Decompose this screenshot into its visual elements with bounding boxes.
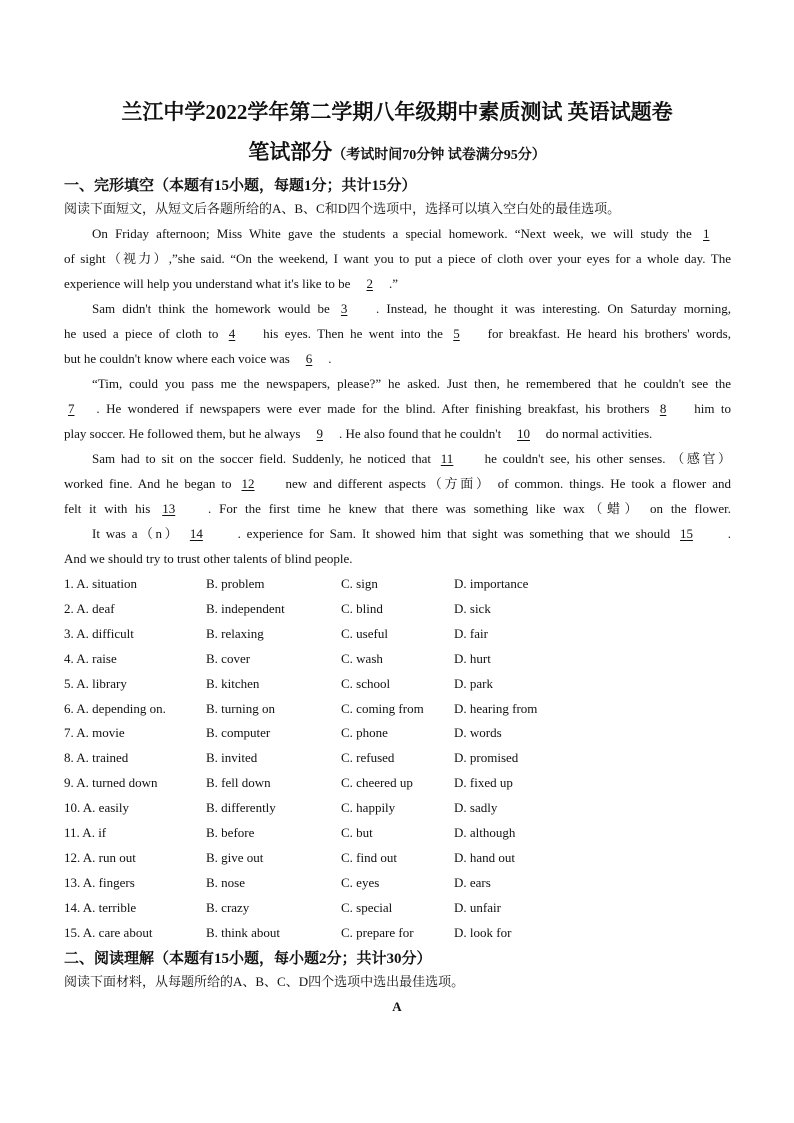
option-a: 11. A. if <box>64 825 107 840</box>
section2-instruction: 阅读下面材料，从每题所给的A、B、C、D四个选项中选出最佳选项。 <box>64 974 465 989</box>
passage-line <box>64 501 731 517</box>
passage-text: play soccer. He followed them, but he always <box>64 426 301 441</box>
option-b: B. nose <box>206 874 245 890</box>
option-c: C. wash <box>341 650 383 666</box>
option-a: 8. A. trained <box>64 750 129 766</box>
passage-text: It was a（n） <box>92 526 181 541</box>
option-row <box>64 626 731 642</box>
option-row <box>64 676 731 692</box>
option-b: B. differently <box>206 800 276 816</box>
option-d: D. hand out <box>454 849 516 865</box>
option-a: 10. A. easily <box>64 800 129 816</box>
passage-text: . Instead, he thought it was interesting. On Saturday morning, <box>376 301 732 316</box>
section2-heading: 二、阅读理解（本题有15小题，每小题2分；共计30分） <box>64 951 432 967</box>
option-b: B. invited <box>206 750 258 766</box>
subtitle-main: 笔试部分 <box>248 140 333 164</box>
section1-instruction: 阅读下面短文，从短文后各题所给的A、B、C和D四个选项中，选择可以填入空白处的最佳选项。 <box>64 201 621 216</box>
option-d: D. hearing from <box>454 700 538 716</box>
passage-text: Sam didn't think the homework would be <box>92 301 330 316</box>
cloze-blank-8: 8 <box>659 401 667 416</box>
option-a: 13. A. fingers <box>64 874 135 890</box>
option-a: 14. A. terrible <box>64 899 137 915</box>
passage-line <box>64 551 731 567</box>
passage-line <box>64 351 731 367</box>
passage-line <box>64 251 731 267</box>
option-d: D. sick <box>454 600 491 616</box>
option-c: C. phone <box>341 725 388 741</box>
option-c: C. cheered up <box>341 775 413 791</box>
cloze-blank-13: 13 <box>162 501 176 516</box>
option-d: D. sadly <box>454 800 498 816</box>
passage-text: but he couldn't know where each voice was <box>64 351 290 366</box>
passage-line <box>64 476 731 492</box>
option-b: B. crazy <box>206 899 250 915</box>
option-d: D. although <box>454 825 516 840</box>
cloze-blank-10: 10 <box>517 426 530 441</box>
option-a: 3. A. difficult <box>64 625 134 641</box>
option-c: C. but <box>341 825 373 840</box>
passage-line <box>92 376 731 392</box>
passage-text: . experience for Sam. It showed him that sight was something that we should <box>237 526 671 541</box>
passage-line <box>64 276 731 292</box>
passage-text: he used a piece of cloth to <box>64 326 219 341</box>
passage-line <box>92 301 731 317</box>
option-c: C. eyes <box>341 874 380 890</box>
passage-text: . He wondered if newspapers were ever made for the blind. After finishing breakfast, his brothers <box>96 401 650 416</box>
cloze-blank-5: 5 <box>453 326 460 341</box>
option-c: C. blind <box>341 600 383 616</box>
cloze-blank-1: 1 <box>703 226 710 241</box>
passage-text: he couldn't see, his other senses. （感官） <box>484 451 732 466</box>
option-b: B. give out <box>206 849 264 865</box>
cloze-blank-4: 4 <box>228 326 236 341</box>
cloze-blank-12: 12 <box>241 476 255 491</box>
passage-text: Sam had to sit on the soccer field. Suddenly, he noticed that <box>92 451 431 466</box>
option-c: C. happily <box>341 800 396 816</box>
cloze-blank-7: 7 <box>68 401 75 416</box>
passage-text: felt it with his <box>64 501 151 516</box>
option-d: D. fixed up <box>454 775 513 791</box>
option-row <box>64 601 731 617</box>
option-a: 6. A. depending on. <box>64 700 166 716</box>
option-b: B. relaxing <box>206 625 264 641</box>
option-b: B. computer <box>206 725 271 741</box>
option-a: 1. A. situation <box>64 576 137 591</box>
option-c: C. coming from <box>341 700 424 716</box>
option-d: D. fair <box>454 625 488 641</box>
option-d: D. look for <box>454 924 512 940</box>
option-c: C. find out <box>341 849 397 865</box>
passage-text: . He also found that he couldn't <box>338 426 502 441</box>
option-c: C. refused <box>341 750 395 766</box>
option-b: B. cover <box>206 650 251 666</box>
passage-text: .” <box>388 276 398 291</box>
passage-text: . For the first time he knew that there was something like wax（蜡） on the flower. <box>208 501 731 516</box>
cloze-blank-15: 15 <box>679 526 693 541</box>
cloze-blank-3: 3 <box>340 301 348 316</box>
option-row <box>64 701 731 717</box>
option-a: 9. A. turned down <box>64 775 158 791</box>
passage-text: On Friday afternoon; Miss White gave the students a special homework. “Next week, we will study the <box>92 226 692 241</box>
subtitle-note: （考试时间70分钟 试卷满分95分） <box>332 148 546 163</box>
option-b: B. fell down <box>206 775 271 791</box>
exam-subtitle <box>0 136 794 166</box>
passage-text: . <box>727 526 731 541</box>
option-b: B. think about <box>206 924 281 940</box>
passage-text: worked fine. And he began to <box>64 476 232 491</box>
cloze-blank-11: 11 <box>440 451 454 466</box>
passage-text: “Tim, could you pass me the newspapers, please?” he asked. Just then, he remembered that he couldn't see the <box>92 376 731 391</box>
passage-line <box>92 226 731 242</box>
option-row <box>64 800 731 816</box>
option-b: B. independent <box>206 600 285 616</box>
passage-text: And we should try to trust other talents of blind people. <box>64 551 353 566</box>
passage-text: him to <box>694 401 731 416</box>
cloze-blank-2: 2 <box>366 276 373 291</box>
passage-line <box>92 526 731 542</box>
option-a: 15. A. care about <box>64 924 153 940</box>
passage-text: . <box>328 351 332 366</box>
option-d: D. words <box>454 725 502 741</box>
option-row <box>64 725 731 741</box>
passage-text: of sight（视力）,”she said. “On the weekend, I want you to put a piece of cloth over your eyes for a whole day. The <box>64 251 731 266</box>
option-a: 5. A. library <box>64 675 127 691</box>
option-d: D. park <box>454 675 493 691</box>
passage-line <box>64 426 731 442</box>
option-c: C. sign <box>341 576 378 591</box>
passage-text: for breakfast. He heard his brothers' words, <box>487 326 731 341</box>
option-c: C. useful <box>341 625 388 641</box>
option-c: C. school <box>341 675 391 691</box>
option-row <box>64 850 731 866</box>
passage-text: his eyes. Then he went into the <box>263 326 443 341</box>
option-c: C. special <box>341 899 393 915</box>
option-a: 7. A. movie <box>64 725 125 741</box>
option-a: 2. A. deaf <box>64 600 115 616</box>
exam-title: 兰江中学2022学年第二学期八年级期中素质测试 英语试题卷 <box>121 100 673 124</box>
option-row <box>64 825 731 841</box>
cloze-blank-9: 9 <box>316 426 323 441</box>
option-row <box>64 651 731 667</box>
option-b: B. before <box>206 825 255 840</box>
passage-a-marker: A <box>392 999 402 1014</box>
option-row <box>64 576 731 592</box>
option-a: 12. A. run out <box>64 849 136 865</box>
passage-text: experience will help you understand what it's like to be <box>64 276 351 291</box>
passage-line <box>64 401 731 417</box>
section1-heading: 一、完形填空（本题有15小题，每题1分；共计15分） <box>64 178 417 194</box>
passage-line <box>64 326 731 342</box>
option-row <box>64 875 731 891</box>
option-d: D. promised <box>454 750 519 766</box>
option-d: D. hurt <box>454 650 491 666</box>
option-row <box>64 900 731 916</box>
passage-line <box>92 451 731 467</box>
cloze-blank-14: 14 <box>189 526 203 541</box>
option-d: D. ears <box>454 874 491 890</box>
option-c: C. prepare for <box>341 924 414 940</box>
option-row <box>64 750 731 766</box>
option-b: B. turning on <box>206 700 275 716</box>
passage-text: new and different aspects（方面） of common. things. He took a flower and <box>285 476 731 491</box>
option-d: D. importance <box>454 576 529 591</box>
passage-text: do normal activities. <box>545 426 653 441</box>
option-row <box>64 775 731 791</box>
option-b: B. kitchen <box>206 675 260 691</box>
cloze-blank-6: 6 <box>305 351 313 366</box>
option-a: 4. A. raise <box>64 650 117 666</box>
option-d: D. unfair <box>454 899 501 915</box>
option-b: B. problem <box>206 576 265 591</box>
option-row <box>64 925 731 941</box>
